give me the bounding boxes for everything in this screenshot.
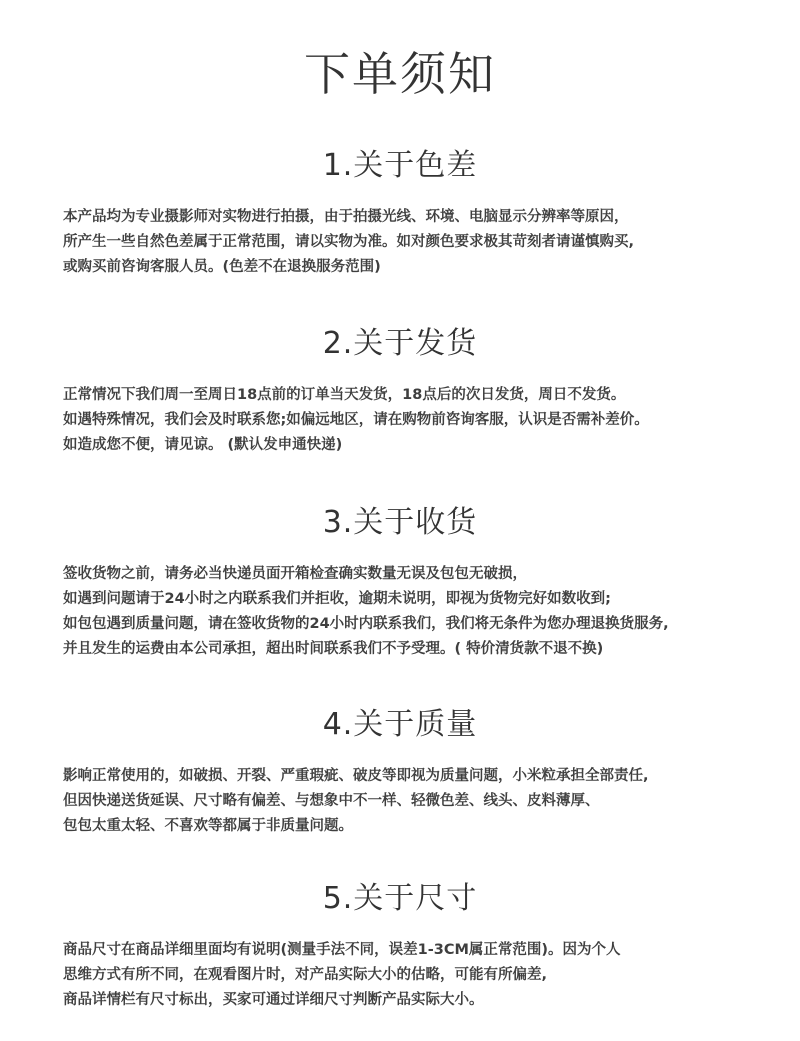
body-line: 本产品均为专业摄影师对实物进行拍摄，由于拍摄光线、环境、电脑显示分辨率等原因， (63, 209, 629, 225)
body-line: 如遇特殊情况，我们会及时联系您;如偏远地区，请在购物前咨询客服，认识是否需补差价。 (63, 412, 649, 428)
section-quality (0, 699, 800, 839)
body-line: 如包包遇到质量问题，请在签收货物的24小时内联系我们，我们将无条件为您办理退换货服务, (63, 616, 669, 632)
section-body (0, 938, 800, 1013)
section-body (0, 205, 800, 280)
section-receiving (0, 497, 800, 662)
section-shipping (0, 318, 800, 458)
body-line: 并且发生的运费由本公司承担，超出时间联系我们不予受理。( 特价清货款不退不换) (63, 641, 604, 657)
section-body (0, 764, 800, 839)
body-line: 如遇到问题请于24小时之内联系我们并拒收，逾期未说明，即视为货物完好如数收到; (63, 591, 611, 607)
body-line: 包包太重太轻、不喜欢等都属于非质量问题。 (63, 818, 353, 834)
section-heading: 2.关于发货 (322, 326, 478, 361)
body-line: 影响正常使用的，如破损、开裂、严重瑕疵、破皮等即视为质量问题，小米粒承担全部责任, (63, 768, 649, 784)
section-size (0, 873, 800, 1013)
page-title: 下单须知 (304, 47, 496, 101)
section-heading: 4.关于质量 (322, 707, 478, 742)
section-color-difference (0, 140, 800, 280)
body-line: 正常情况下我们周一至周日18点前的订单当天发货，18点后的次日发货，周日不发货。 (63, 387, 626, 403)
section-body (0, 562, 800, 662)
section-body (0, 383, 800, 458)
section-heading: 1.关于色差 (322, 148, 478, 183)
body-line: 如造成您不便，请见谅。 (默认发申通快递) (63, 437, 343, 453)
section-heading: 5.关于尺寸 (322, 881, 478, 916)
body-line: 签收货物之前，请务必当快递员面开箱检查确实数量无误及包包无破损， (63, 566, 527, 582)
body-line: 思维方式有所不同，在观看图片时，对产品实际大小的估略，可能有所偏差, (63, 967, 548, 983)
section-heading: 3.关于收货 (322, 505, 478, 540)
body-line: 或购买前咨询客服人员。(色差不在退换服务范围) (63, 259, 381, 275)
body-line: 所产生一些自然色差属于正常范围，请以实物为准。如对颜色要求极其苛刻者请谨慎购买, (63, 234, 635, 250)
body-line: 但因快递送货延误、尺寸略有偏差、与想象中不一样、轻微色差、线头、皮料薄厚、 (63, 793, 600, 809)
body-line: 商品详情栏有尺寸标出，买家可通过详细尺寸判断产品实际大小。 (63, 992, 484, 1008)
body-line: 商品尺寸在商品详细里面均有说明(测量手法不同，误差1-3CM属正常范围)。因为个人 (63, 942, 621, 958)
